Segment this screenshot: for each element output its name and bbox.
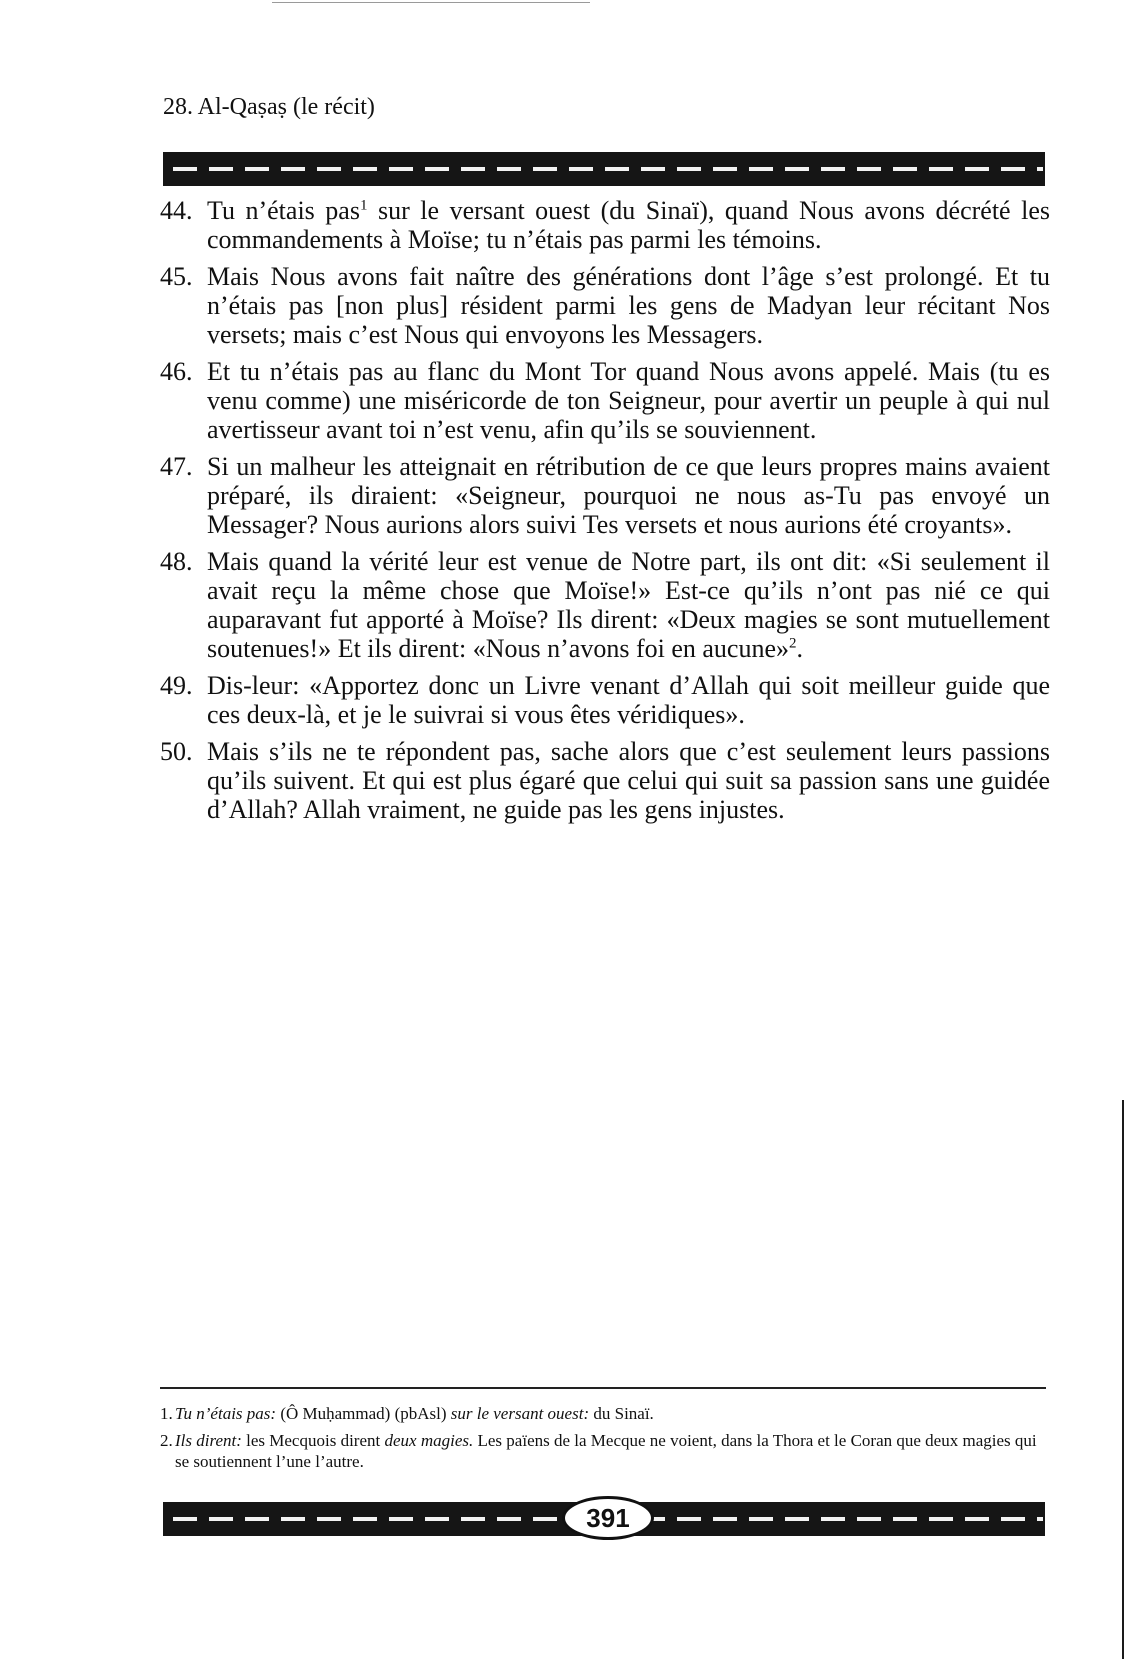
page-header: 28. Al-Qaṣaṣ (le récit): [163, 94, 375, 120]
verse-text: [207, 547, 1050, 663]
ornamental-band-top: [163, 152, 1045, 186]
footnote-text: [175, 1403, 1050, 1424]
verse-number: 49.: [160, 671, 193, 700]
verse-number: 50.: [160, 737, 193, 766]
verse-text-part: Tu n’étais pas: [207, 196, 360, 225]
footnote-plain: Les païens de la Mecque ne voient, dans la Thora et le Coran que deux magies qui se soutiennent l’une l’autre.: [175, 1431, 1037, 1471]
verse-text-part: Mais quand la vérité leur est venue de Notre part, ils ont dit: «Si seulement il avait reçu la même chose que Moïse!» Est-ce qu’ils n’ont pas nié ce qui auparavant fut apporté à Moïse? Ils dirent: «Deux magies se sont mutuellement soutenues!» Et ils dirent: «Nous n’avons foi en aucune»: [207, 547, 1050, 663]
footnote-2: [160, 1430, 1050, 1472]
footnote-1: [160, 1403, 1050, 1424]
footnote-italic: sur le versant ouest:: [450, 1404, 590, 1423]
verse-text-part: sur le versant ouest (du Sinaï), quand Nous avons décrété les commandements à Moïse; tu n’étais pas parmi les témoins.: [207, 196, 1050, 254]
page-number: 391: [562, 1496, 654, 1540]
footnotes: [160, 1403, 1050, 1478]
footnote-number: 2.: [160, 1431, 173, 1450]
footnote-italic: Tu n’étais pas:: [175, 1404, 277, 1423]
footnote-ref: 1: [359, 197, 368, 214]
footnote-plain: les Mecquois dirent: [241, 1431, 385, 1450]
page-edge-line: [1122, 1100, 1124, 1659]
verse-46: [160, 357, 1050, 444]
verse-text: [207, 196, 1050, 254]
verse-49: [160, 671, 1050, 729]
verse-44: [160, 196, 1050, 254]
footnote-italic: deux magies.: [384, 1431, 474, 1450]
footnote-text: [175, 1430, 1050, 1472]
verse-number: 46.: [160, 357, 193, 386]
top-rule: [272, 2, 590, 3]
footnote-italic: Ils dirent:: [175, 1431, 242, 1450]
footnote-divider: [160, 1387, 1046, 1389]
verse-number: 48.: [160, 547, 193, 576]
verse-number: 44.: [160, 196, 193, 225]
footnote-plain: (Ô Muḥammad) (pbAsl): [276, 1404, 451, 1423]
verse-text: Si un malheur les atteignait en rétribution de ce que leurs propres mains avaient préparé, ils diraient: «Seigneur, pourquoi ne nous as-Tu pas envoyé un Messager? Nous aurions alors suivi Tes versets et nous aurions été croyants».: [207, 452, 1050, 539]
verse-number: 45.: [160, 262, 193, 291]
verse-text: Dis-leur: «Apportez donc un Livre venant d’Allah qui soit meilleur guide que ces deux-là, et je le suivrai si vous êtes véridiques».: [207, 671, 1050, 729]
verse-number: 47.: [160, 452, 193, 481]
footnote-ref: 2: [789, 635, 797, 652]
verse-45: [160, 262, 1050, 349]
verse-text: Mais Nous avons fait naître des générations dont l’âge s’est prolongé. Et tu n’étais pas [non plus] résident parmi les gens de Madyan leur récitant Nos versets; mais c’est Nous qui envoyons les Messagers.: [207, 262, 1050, 349]
footnote-plain: du Sinaï.: [589, 1404, 654, 1423]
verse-50: [160, 737, 1050, 824]
verse-48: [160, 547, 1050, 663]
verses-list: [160, 196, 1050, 832]
verse-47: [160, 452, 1050, 539]
footnote-number: 1.: [160, 1404, 173, 1423]
verse-text-part: .: [796, 634, 803, 663]
verse-text: Et tu n’étais pas au flanc du Mont Tor quand Nous avons appelé. Mais (tu es venu comme) une miséricorde de ton Seigneur, pour avertir un peuple à qui nul avertisseur avant toi n’est venu, afin qu’ils se souviennent.: [207, 357, 1050, 444]
verse-text: Mais s’ils ne te répondent pas, sache alors que c’est seulement leurs passions qu’ils suivent. Et qui est plus égaré que celui qui suit sa passion sans une guidée d’Allah? Allah vraiment, ne guide pas les gens injustes.: [207, 737, 1050, 824]
